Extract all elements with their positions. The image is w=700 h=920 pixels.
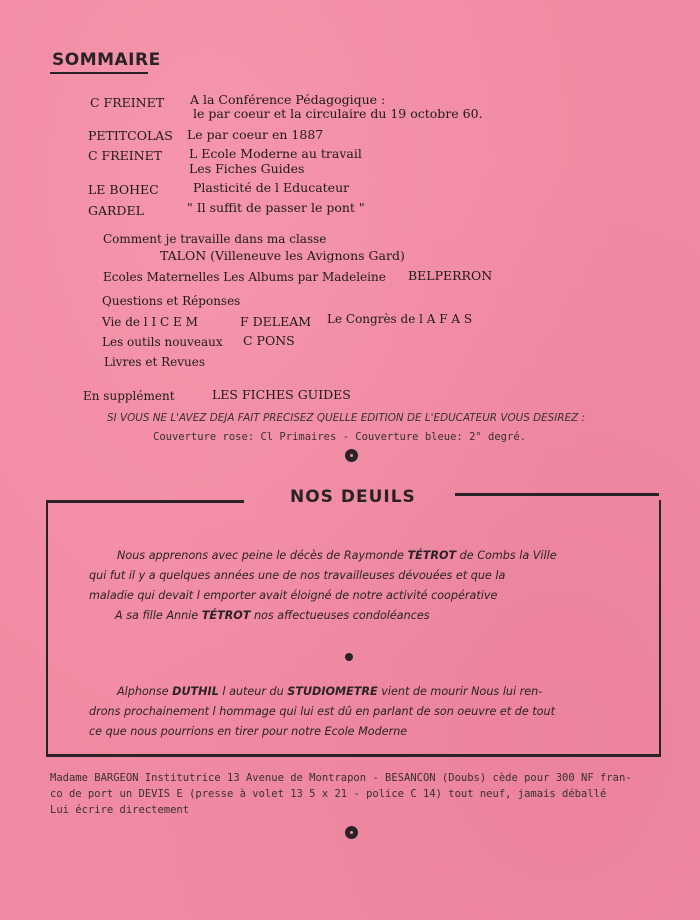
ornament-icon — [345, 826, 358, 839]
toc-author: C FREINET — [90, 95, 165, 110]
toc-title: L Ecole Moderne au travail — [189, 146, 362, 161]
supplement-label: En supplément — [83, 389, 175, 403]
deuil-line: A sa fille Annie TÉTROT nos affectueuses condoléances — [115, 609, 430, 622]
notice-line: Lui écrire directement — [50, 804, 190, 816]
deuil-line: maladie qui devait l emporter avait éloigné de notre activité coopérative — [89, 589, 498, 602]
toc-author: TALON (Villeneuve les Avignons Gard) — [160, 248, 405, 263]
toc-title: A la Conférence Pédagogique : — [190, 92, 386, 107]
toc-title: le par coeur et la circulaire du 19 octobre 60. — [193, 106, 483, 121]
supplement-value: LES FICHES GUIDES — [212, 387, 351, 402]
deuil-line: qui fut il y a quelques années une de nos travailleuses dévouées et que la — [89, 569, 506, 582]
deuils-box — [46, 500, 661, 757]
section-title: NOS DEUILS — [290, 487, 416, 507]
deuil-line: ce que nous pourrions en tirer pour notre Ecole Moderne — [89, 725, 408, 738]
toc-title: Questions et Réponses — [102, 294, 241, 308]
toc-title: Les Fiches Guides — [189, 161, 305, 176]
edition-request: SI VOUS NE L'AVEZ DEJA FAIT PRECISEZ QUELLE EDITION DE L'EDUCATEUR VOUS DESIREZ : — [107, 412, 586, 424]
notice-line: Madame BARGEON Institutrice 13 Avenue de Montrapon - BESANCON (Doubs) cède pour 300 NF fran- — [50, 772, 632, 784]
box-top-rule — [455, 493, 659, 496]
toc-author: PETITCOLAS — [88, 128, 173, 143]
toc-title: Livres et Revues — [104, 355, 206, 369]
notice-line: co de port un DEVIS E (presse à volet 13 5 x 21 - police C 14) tout neuf, jamais déballé — [50, 788, 607, 800]
toc-title: Comment je travaille dans ma classe — [103, 232, 327, 246]
toc-author: GARDEL — [88, 203, 144, 218]
toc-author: C FREINET — [88, 148, 163, 163]
deuil-line: Alphonse DUTHIL l auteur du STUDIOMETRE vient de mourir Nous lui ren- — [117, 685, 543, 698]
toc-title: Le Congrès de l A F A S — [327, 312, 473, 326]
toc-title: Le par coeur en 1887 — [187, 127, 324, 142]
toc-author: LE BOHEC — [88, 182, 159, 197]
toc-title: Ecoles Maternelles Les Albums par Madeleine — [103, 270, 386, 284]
ornament-icon — [345, 449, 358, 462]
toc-title: Plasticité de l Educateur — [193, 180, 350, 195]
toc-author: C PONS — [243, 333, 295, 348]
deuil-line: Nous apprenons avec peine le décès de Raymonde TÉTROT de Combs la Ville — [117, 549, 557, 562]
toc-author: F DELEAM — [240, 314, 312, 329]
toc-title: Les outils nouveaux — [102, 335, 223, 349]
toc-title: Vie de l I C E M — [102, 315, 198, 329]
title-underline — [50, 72, 148, 74]
separator-dot-icon — [345, 653, 353, 661]
toc-title: " Il suffit de passer le pont " — [187, 200, 365, 215]
toc-author: BELPERRON — [408, 268, 493, 283]
deuil-line: drons prochainement l hommage qui lui est dû en parlant de son oeuvre et de tout — [89, 705, 555, 718]
couverture-note: Couverture rose: Cl Primaires - Couverture bleue: 2° degré. — [153, 431, 526, 443]
page-title: SOMMAIRE — [52, 50, 161, 70]
